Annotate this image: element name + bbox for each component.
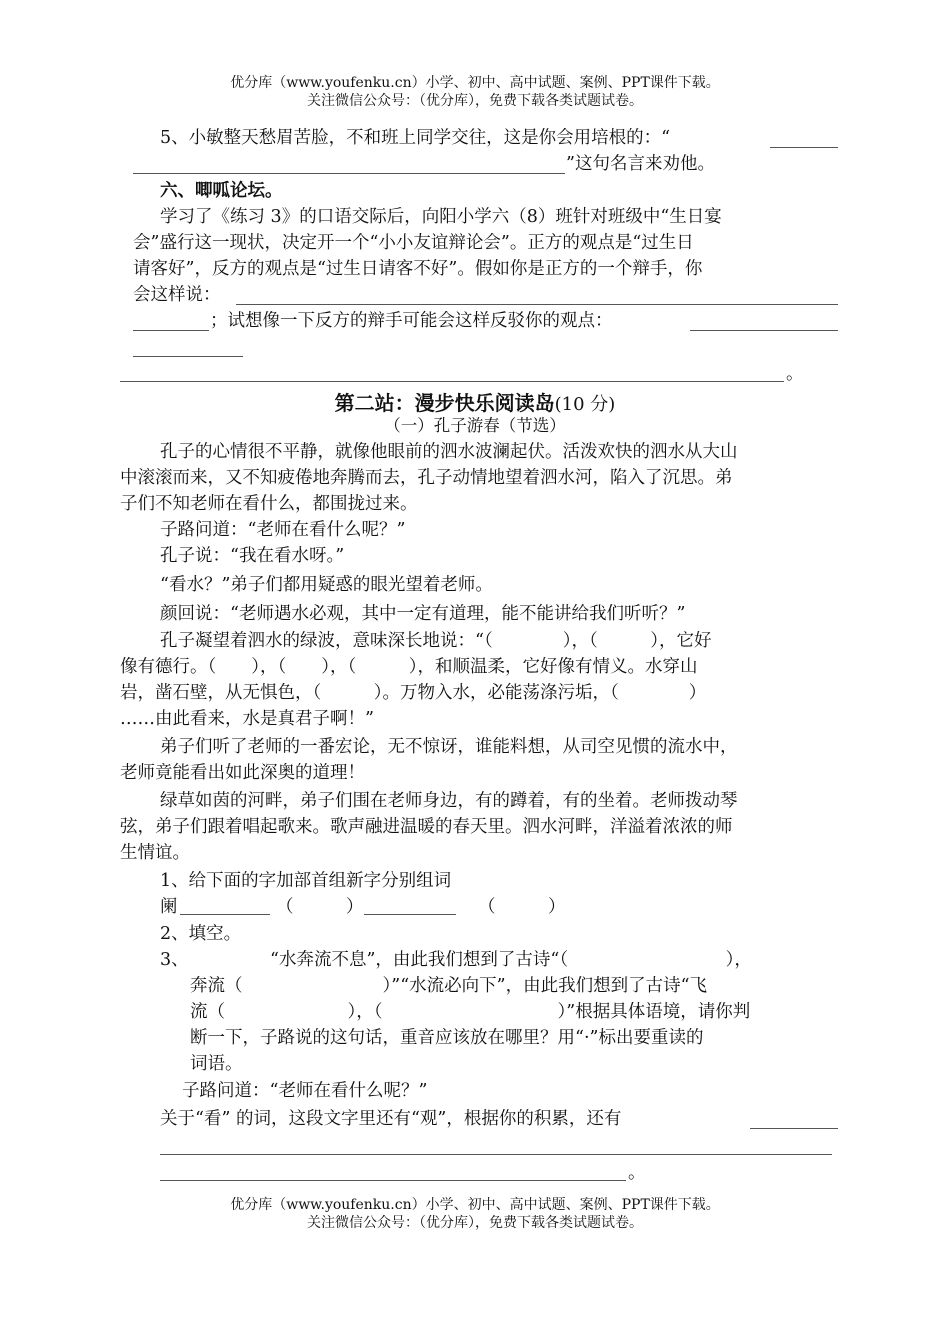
passage-line-7: 颜回说：“老师遇水必观，其中一定有道理，能不能讲给我们听听？” <box>160 604 686 624</box>
section6-line-2: 会”盛行这一现状，决定开一个“小小友谊辩论会”。正方的观点是“过生日 <box>133 233 694 253</box>
section6-heading: 六、唧呱论坛。 <box>160 181 283 201</box>
question-4-end: 。 <box>628 1163 646 1183</box>
question-1-char: 阑 <box>160 897 178 917</box>
question-3-number: 3、 <box>160 950 189 970</box>
station2-title-text: 第二站：漫步快乐阅读岛 <box>334 391 555 415</box>
section6-line-1: 学习了《练习 3》的口语交际后，向阳小学六（8）班针对班级中“生日宴 <box>160 207 722 227</box>
passage-line-1: 孔子的心情很不平静，就像他眼前的泗水波澜起伏。活泼欢快的泗水从大山 <box>160 442 738 462</box>
question-3-line-3: 流（ ），（ ）”根据具体语境，请你判 <box>190 1002 751 1022</box>
passage-line-13: 老师竟能看出如此深奥的道理！ <box>120 763 365 783</box>
q5-blank-1[interactable] <box>770 147 838 148</box>
passage-subtitle: （一）孔子游春（节选） <box>384 416 566 435</box>
header-line-1: 优分库（www.youfenku.cn）小学、初中、高中试题、案例、PPT课件下载。 <box>230 75 720 91</box>
passage-line-16: 生情谊。 <box>120 843 190 863</box>
question-2: 2、填空。 <box>160 924 242 944</box>
question-4: 关于“看” 的词，这段文字里还有“观”，根据你的积累，还有 <box>160 1109 622 1129</box>
passage-line-11: ……由此看来，水是真君子啊！” <box>120 709 374 729</box>
q5-text: 5、小敏整天愁眉苦脸，不和班上同学交往，这是你会用培根的：“ <box>160 128 671 148</box>
footer-line-1: 优分库（www.youfenku.cn）小学、初中、高中试题、案例、PPT课件下载。 <box>230 1197 720 1213</box>
section6-rebuttal-blank-2[interactable] <box>133 356 243 357</box>
section6-end: 。 <box>786 364 804 384</box>
section6-mid: ；试想像一下反方的辩手可能会这样反驳你的观点： <box>210 311 613 331</box>
passage-line-10: 岩，凿石壁，从无惧色，（ ）。万物入水，必能荡涤污垢，（ ） <box>120 683 707 703</box>
passage-line-3: 子们不知老师在看什么，都围拢过来。 <box>120 494 418 514</box>
question-4-blank-3[interactable] <box>160 1180 626 1181</box>
section6-rebuttal-blank-1[interactable] <box>690 330 838 331</box>
question-1-paren-1: （ ） <box>276 897 364 917</box>
section6-rebuttal-blank-3[interactable] <box>120 381 784 382</box>
passage-line-8: 孔子凝望着泗水的绿波，意味深长地说：“（ ），（ ），它好 <box>160 631 712 651</box>
passage-line-2: 中滚滚而来，又不知疲倦地奔腾而去，孔子动情地望着泗水河，陷入了沉思。弟 <box>120 468 733 488</box>
passage-line-12: 弟子们听了老师的一番宏论，无不惊讶，谁能料想，从司空见惯的流水中， <box>160 737 738 757</box>
question-4-blank-2[interactable] <box>160 1154 832 1155</box>
section6-answer-blank-1[interactable] <box>236 304 838 305</box>
passage-line-9: 像有德行。（ ），（ ），（ ），和顺温柔，它好像有情义。水穿山 <box>120 657 698 677</box>
question-3-line-5: 词语。 <box>190 1054 243 1074</box>
section6-line-3: 请客好”，反方的观点是“过生日请客不好”。假如你是正方的一个辩手，你 <box>133 259 703 279</box>
passage-line-6: “看水？”弟子们都用疑惑的眼光望着老师。 <box>160 575 493 595</box>
passage-line-4: 子路问道：“老师在看什么呢？” <box>160 520 406 540</box>
question-3-quote: 子路问道：“老师在看什么呢？” <box>182 1081 428 1101</box>
passage-line-15: 弦，弟子们跟着唱起歌来。歌声融进温暖的春天里。泗水河畔，洋溢着浓浓的师 <box>120 817 733 837</box>
question-1-blank-2[interactable] <box>364 914 456 915</box>
question-1: 1、给下面的字加部首组新字分别组词 <box>160 871 452 891</box>
question-3-line-1: “水奔流不息”，由此我们想到了古诗“（ ）， <box>270 950 752 970</box>
question-3-line-2: 奔流（ ）”“水流必向下”，由此我们想到了古诗“飞 <box>190 976 708 996</box>
section6-line-4: 会这样说： <box>133 285 221 305</box>
question-1-paren-2: （ ） <box>478 897 566 917</box>
passage-line-5: 孔子说：“我在看水呀。” <box>160 546 345 566</box>
question-1-blank-1[interactable] <box>180 914 270 915</box>
passage-line-14: 绿草如茵的河畔，弟子们围在老师身边，有的蹲着，有的坐着。老师拨动琴 <box>160 791 738 811</box>
header-line-2: 关注微信公众号：（优分库），免费下载各类试题试卷。 <box>307 93 643 109</box>
footer-line-2: 关注微信公众号：（优分库），免费下载各类试题试卷。 <box>307 1215 643 1231</box>
station2-score: (10 分) <box>554 394 616 415</box>
q5-blank-2[interactable] <box>133 173 565 174</box>
question-3-line-4: 断一下，子路说的这句话，重音应该放在哪里？用“·”标出要重读的 <box>190 1028 704 1048</box>
question-4-blank-1[interactable] <box>750 1128 838 1129</box>
section6-answer-blank-2[interactable] <box>133 330 209 331</box>
q5-end: ”这句名言来劝他。 <box>566 154 715 174</box>
